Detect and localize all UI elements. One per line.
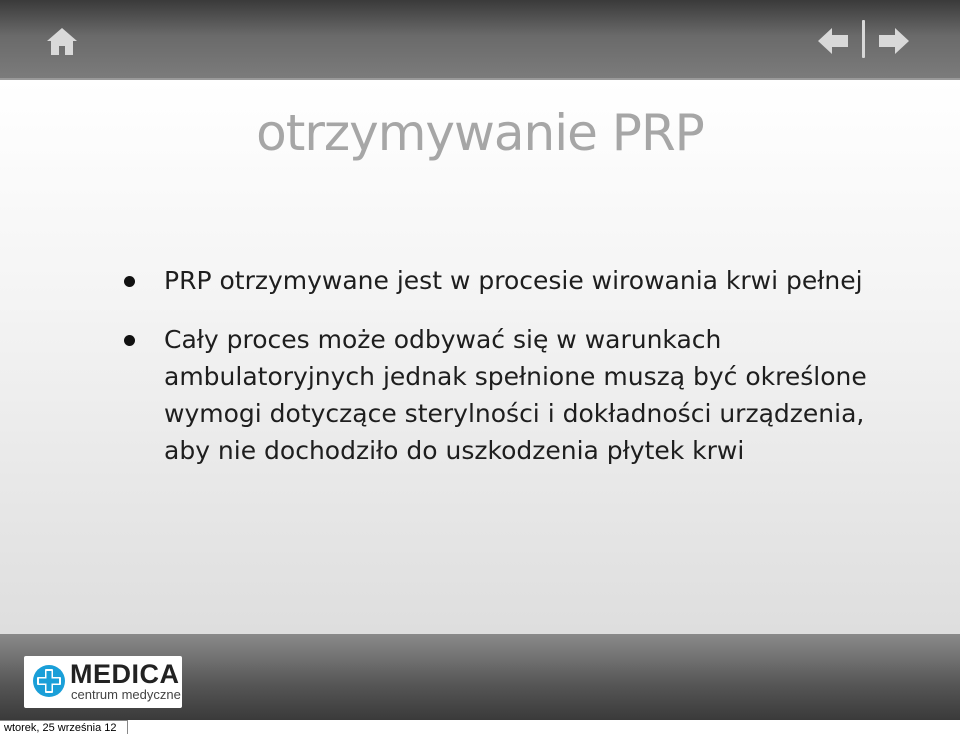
previous-slide-button[interactable]: [815, 24, 851, 58]
arrow-left-icon: [815, 24, 851, 58]
bullet-item: [118, 262, 878, 299]
bullet-list: [118, 262, 878, 491]
arrow-right-icon: [876, 24, 912, 58]
next-slide-button[interactable]: [876, 24, 912, 58]
logo-name: MEDICA: [70, 659, 180, 689]
top-toolbar: [0, 0, 960, 80]
medical-cross-icon: [32, 664, 66, 698]
medica-logo: [24, 656, 182, 708]
slide-title: otrzymywanie PRP: [256, 104, 704, 162]
date-bar: [0, 720, 960, 734]
bullet-text: PRP otrzymywane jest w procesie wirowania krwi pełnej: [164, 266, 863, 295]
bullet-dot-icon: [124, 335, 135, 346]
bullet-item: [118, 321, 878, 469]
home-icon: [44, 24, 80, 58]
bullet-dot-icon: [124, 276, 135, 287]
bullet-text: Cały proces może odbywać się w warunkach ambulatoryjnych jednak spełnione muszą być określone wymogi dotyczące sterylności i dokładności urządzenia, aby nie dochodziło do uszkodzenia płytek krwi: [164, 325, 867, 465]
date-label: wtorek, 25 września 12: [0, 720, 128, 734]
home-button[interactable]: [44, 24, 80, 58]
logo-subtitle: centrum medyczne: [71, 687, 181, 702]
nav-separator: [862, 20, 865, 58]
